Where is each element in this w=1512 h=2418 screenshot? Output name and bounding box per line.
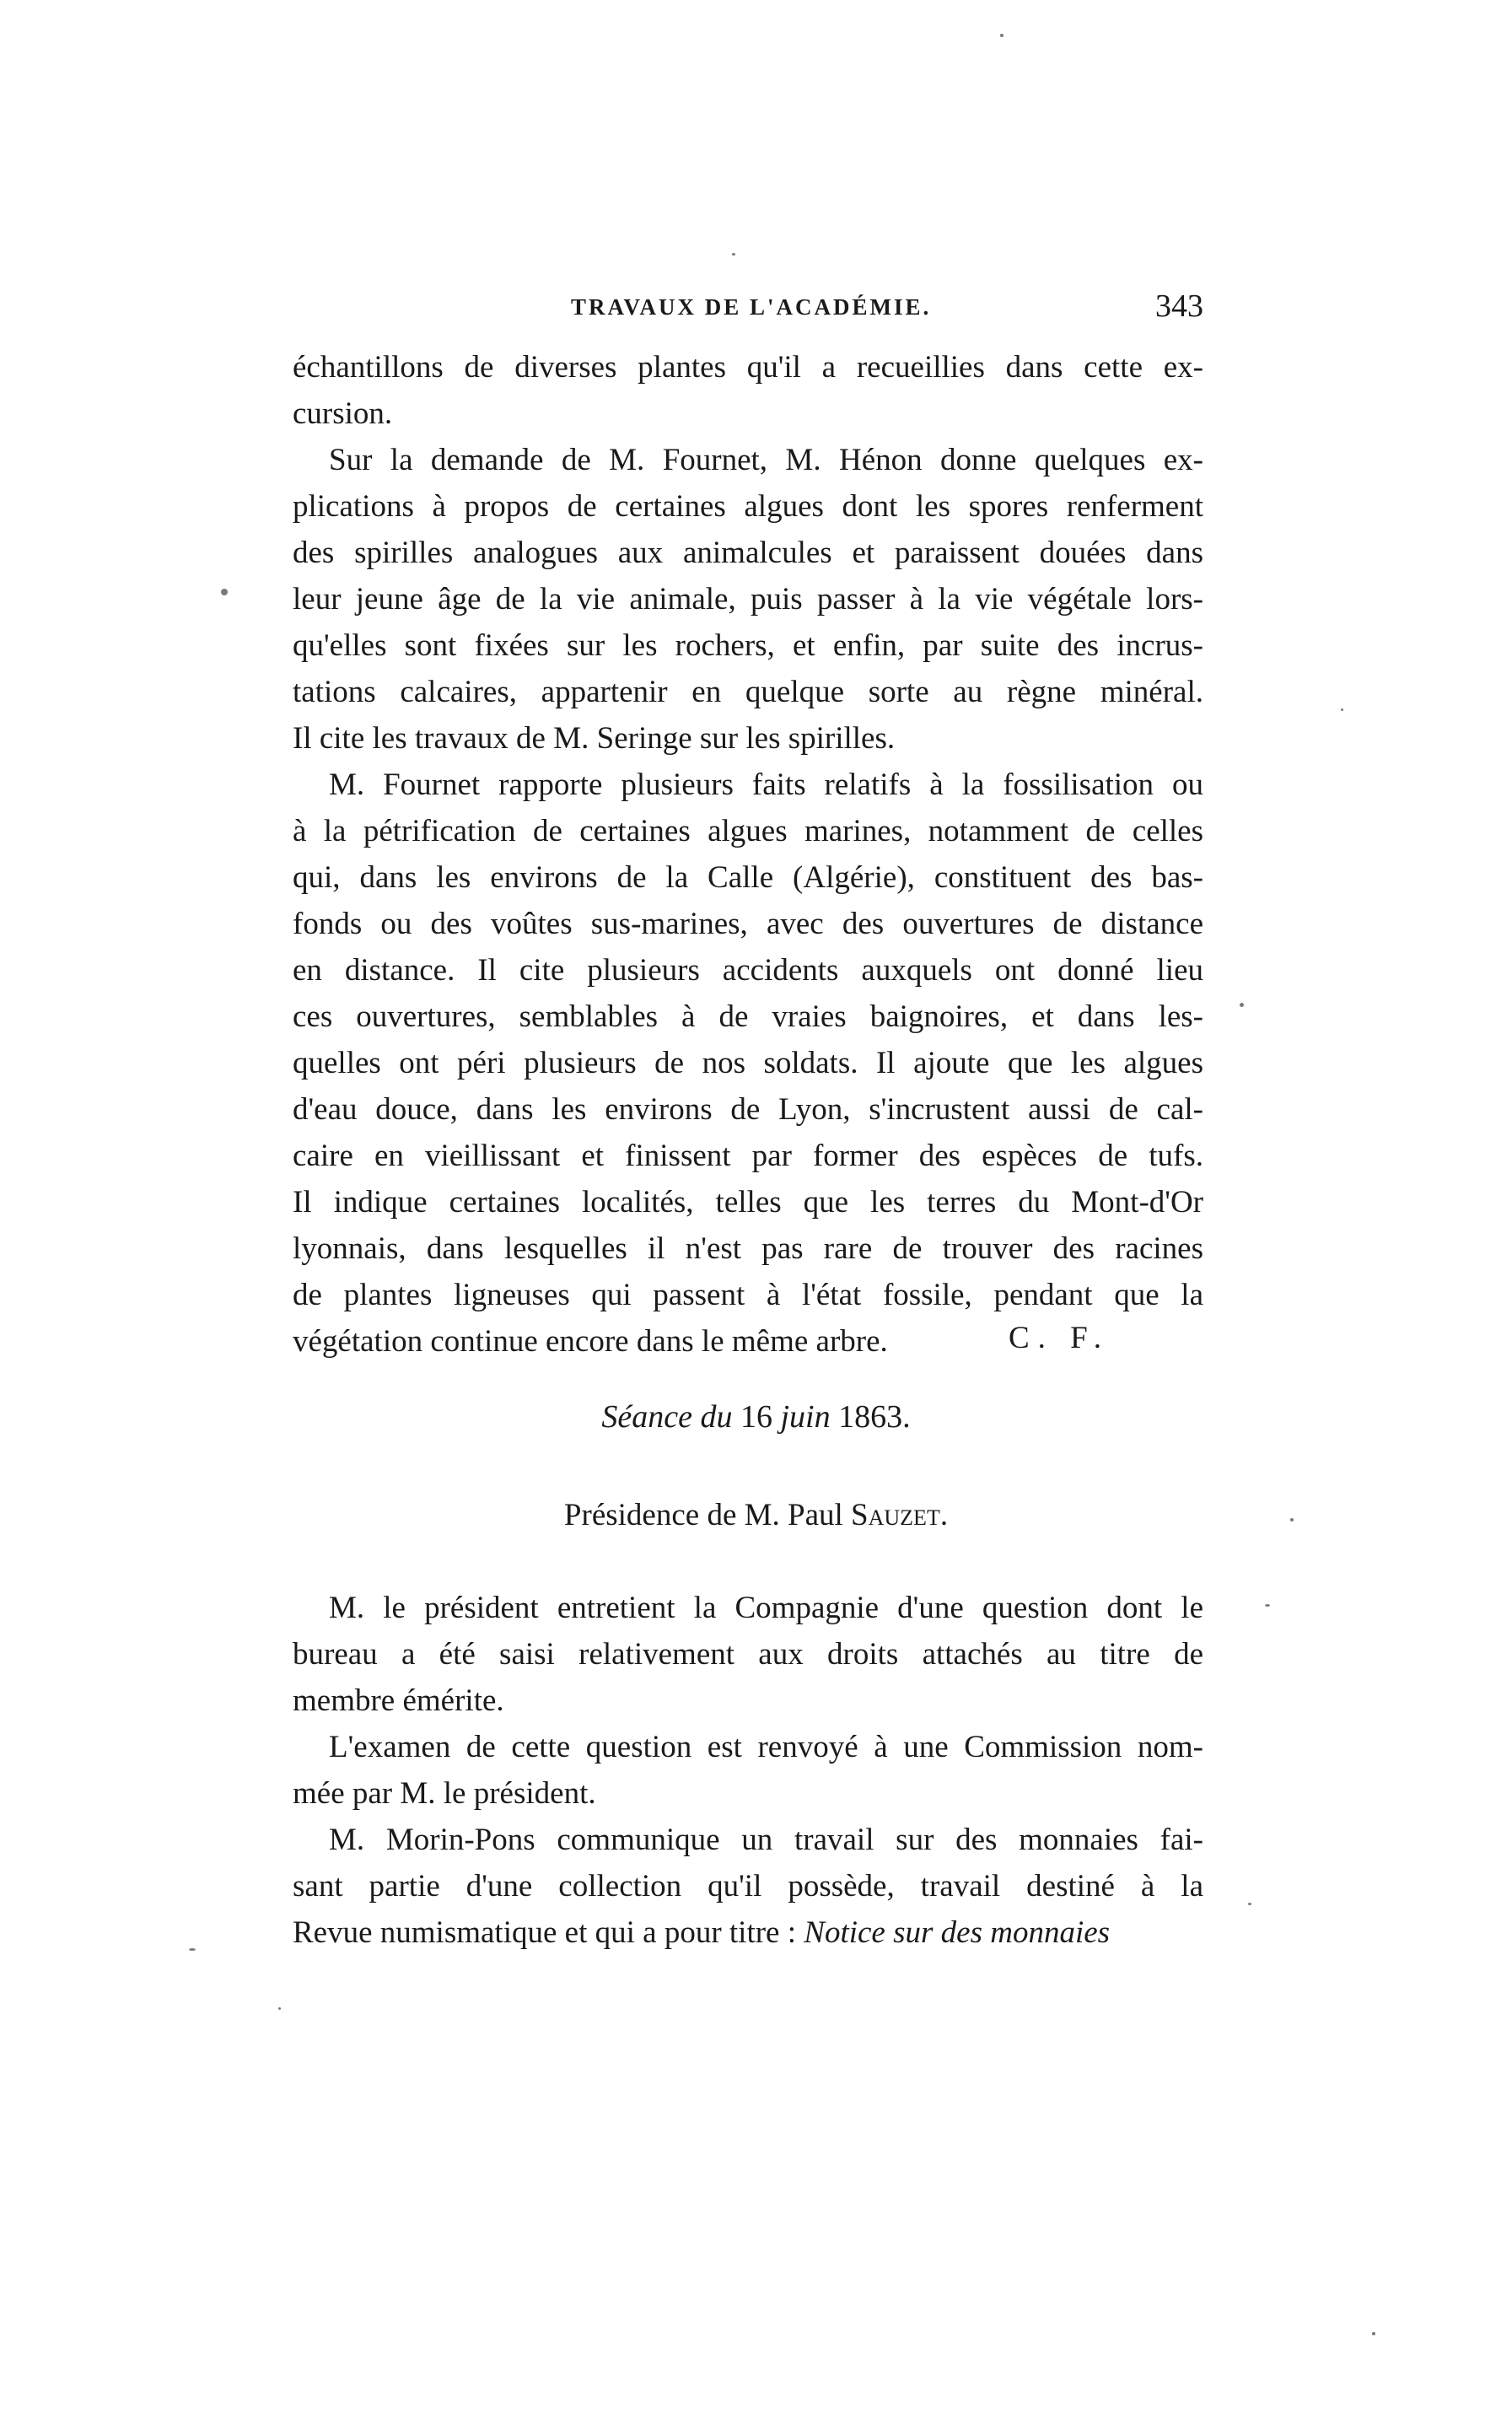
session-day: 16 [740,1399,772,1435]
paragraph-start: M. Fournet rapporte plusieurs faits relatifs à la fossilisation ou [329,767,1203,802]
presidency-heading [0,1497,1512,1533]
text-line: Il cite les travaux de M. Seringe sur les spirilles. [293,721,896,756]
scan-speck [1290,1518,1294,1521]
scan-speck [278,2007,281,2010]
text-line: d'eau douce, dans les environs de Lyon, s'incrustent aussi de cal- [293,1092,1203,1127]
president-name: Sauzet. [851,1498,949,1532]
text-line: quelles ont péri plusieurs de nos soldats. Il ajoute que les algues [293,1046,1203,1080]
text-line: cursion. [293,396,393,431]
scan-speck [221,589,228,595]
text-line: bureau a été saisi relativement aux droits attachés au titre de [293,1637,1203,1672]
page-number: 343 [1155,288,1203,324]
session-prefix: Séance du [601,1399,733,1435]
text-line: sant partie d'une collection qu'il possède, travail destiné à la [293,1869,1203,1904]
text-line: plications à propos de certaines algues dont les spores renferment [293,489,1203,524]
text-line [293,1914,1203,1952]
scan-speck [1248,1903,1251,1905]
text-line: tations calcaires, appartenir en quelque sorte au règne minéral. [293,675,1203,709]
work-title-italic: Notice sur des monnaies [804,1915,1111,1950]
text-line: caire en vieillissant et finissent par former des espèces de tufs. [293,1139,1203,1173]
running-title: TRAVAUX DE L'ACADÉMIE. [571,294,932,320]
scan-speck [1000,34,1004,37]
session-heading [0,1398,1512,1435]
text-line: qu'elles sont fixées sur les rochers, et enfin, par suite des incrus- [293,628,1203,663]
scan-speck [1265,1604,1270,1607]
text-line: à la pétrification de certaines algues marines, notamment de celles [293,814,1203,848]
text-line: végétation continue encore dans le même arbre. [293,1324,888,1359]
presidency-prefix: Présidence de M. Paul [563,1498,843,1532]
scan-speck [732,253,735,256]
running-header [293,288,1212,338]
signature-initials: C. F. [1009,1321,1111,1355]
text-line: ces ouvertures, semblables à de vraies baignoires, et dans les- [293,999,1203,1034]
scan-speck [189,1948,196,1951]
text-line: en distance. Il cite plusieurs accidents auxquels ont donné lieu [293,953,1203,988]
paragraph-start: L'examen de cette question est renvoyé à une Commission nom- [329,1730,1203,1764]
session-year: 1863. [838,1399,911,1435]
scan-speck [1341,708,1343,711]
scan-speck [1372,2332,1375,2335]
scan-speck [1240,1003,1244,1007]
session-month: juin [780,1399,831,1435]
paragraph-start: M. le président entretient la Compagnie d'une question dont le [329,1591,1203,1625]
paragraph-start: M. Morin-Pons communique un travail sur des monnaies fai- [329,1823,1203,1857]
text-line: membre émérite. [293,1683,504,1718]
text-line: qui, dans les environs de la Calle (Algérie), constituent des bas- [293,860,1203,895]
text-line: leur jeune âge de la vie animale, puis passer à la vie végétale lors- [293,582,1203,617]
text-line: Il indique certaines localités, telles que les terres du Mont-d'Or [293,1185,1203,1220]
paragraph-start: Sur la demande de M. Fournet, M. Hénon donne quelques ex- [329,443,1203,477]
text-line: lyonnais, dans lesquelles il n'est pas rare de trouver des racines [293,1231,1203,1266]
text-line: échantillons de diverses plantes qu'il a recueillies dans cette ex- [293,350,1203,385]
text-line: des spirilles analogues aux animalcules et paraissent douées dans [293,536,1203,570]
text-line: mée par M. le président. [293,1776,596,1811]
text-line: de plantes ligneuses qui passent à l'état fossile, pendant que la [293,1278,1203,1312]
text-line-lead: Revue numismatique et qui a pour titre : [293,1915,797,1950]
text-line: fonds ou des voûtes sus-marines, avec des ouvertures de distance [293,907,1203,941]
